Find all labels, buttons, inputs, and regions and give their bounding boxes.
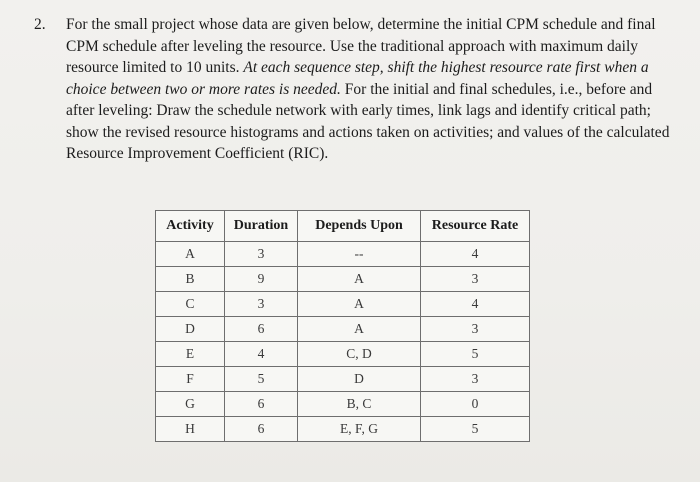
header-activity: Activity [156, 211, 225, 242]
cell-activity: F [156, 367, 225, 392]
table-row [156, 267, 530, 292]
cell-activity: G [156, 392, 225, 417]
cell-resource-rate: 4 [421, 292, 530, 317]
cell-resource-rate: 3 [421, 317, 530, 342]
cell-duration: 6 [225, 392, 298, 417]
header-depends-upon: Depends Upon [298, 211, 421, 242]
cell-resource-rate: 5 [421, 342, 530, 367]
cell-duration: 6 [225, 417, 298, 442]
table-row [156, 367, 530, 392]
cell-depends-upon: C, D [298, 342, 421, 367]
table-row [156, 342, 530, 367]
cell-resource-rate: 3 [421, 267, 530, 292]
cell-activity: D [156, 317, 225, 342]
cell-duration: 3 [225, 292, 298, 317]
cell-activity: H [156, 417, 225, 442]
table-row [156, 392, 530, 417]
table-row [156, 417, 530, 442]
cell-duration: 9 [225, 267, 298, 292]
question-number: 2. [34, 16, 46, 33]
cell-activity: C [156, 292, 225, 317]
cell-duration: 4 [225, 342, 298, 367]
table-row [156, 317, 530, 342]
cell-depends-upon: D [298, 367, 421, 392]
project-data-table [155, 210, 530, 442]
cell-resource-rate: 3 [421, 367, 530, 392]
cell-depends-upon: E, F, G [298, 417, 421, 442]
table-header-row [156, 211, 530, 242]
table-row [156, 292, 530, 317]
cell-resource-rate: 0 [421, 392, 530, 417]
question-text-italic: At each sequence step, shift the highest resource rate first when a choice between two or more rates is needed. [66, 59, 649, 98]
cell-activity: E [156, 342, 225, 367]
header-resource-rate: Resource Rate [421, 211, 530, 242]
cell-activity: A [156, 242, 225, 267]
cell-resource-rate: 4 [421, 242, 530, 267]
question-text [66, 14, 684, 165]
cell-activity: B [156, 267, 225, 292]
cell-duration: 5 [225, 367, 298, 392]
cell-depends-upon: A [298, 267, 421, 292]
cell-duration: 6 [225, 317, 298, 342]
cell-depends-upon: B, C [298, 392, 421, 417]
cell-depends-upon: -- [298, 242, 421, 267]
question-block [34, 14, 684, 165]
cell-duration: 3 [225, 242, 298, 267]
header-duration: Duration [225, 211, 298, 242]
question-text-part-1: For the small project whose data are given below, determine the initial CPM schedule and final CPM schedule after leveling the resource. Use the traditional approach with maximum daily resource limited to 10 units. [66, 16, 656, 76]
table-row [156, 242, 530, 267]
cell-depends-upon: A [298, 292, 421, 317]
cell-resource-rate: 5 [421, 417, 530, 442]
question-text-part-2: For the initial and final schedules, i.e., before and after leveling: Draw the schedule network with early times, link lags and identify critical path; show the revised resource histograms and actions taken on activities; and values of the calculated Resource Improvement Coefficient (RIC). [66, 80, 670, 162]
cell-depends-upon: A [298, 317, 421, 342]
